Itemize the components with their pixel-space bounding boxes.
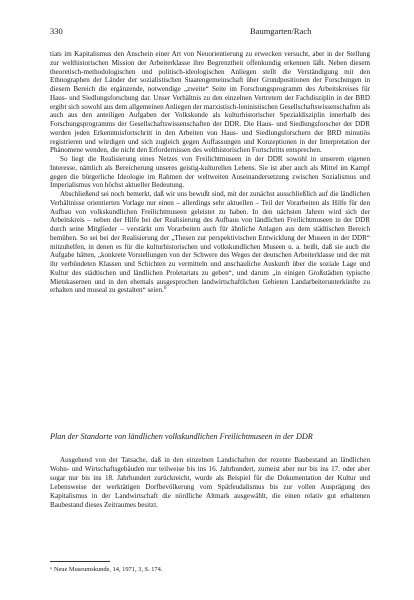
section-paragraph: Ausgehend von der Tatsache, daß in den einzelnen Landschaften der rezente Baubestand an ländlichen Wohn- und Wirtschaftsgebäuden nur teilweise bis ins 16. Jahrhundert, zumeist aber nur bis ins 17. oder aber sogar nur bis ins 18. Jahrhundert zurückreicht, wurde als Beispiel für die Dokumentation der Kultur und Lebensweise der werktätigen Dorfbevölkerung vom Spätfeudalismus bis zur vollen Ausprägung des Kapitalismus in der Landwirtschaft die nördliche Altmark ausgewählt, die einen relativ gut erhaltenen Baubestand dieses Zeitraumes besitzt. (50, 456, 370, 509)
section-text (50, 456, 370, 510)
page-header (50, 26, 370, 38)
footnote-reference: 6 (163, 286, 167, 292)
body-paragraph-3 (50, 190, 370, 295)
body-paragraph-1: tiats im Kapitalismus den Anschein einer Art von Neuorientierung zu erwecken versucht, aber in der Stellung zur welthistorischen Mission der Arbeiterklasse ihre Begrenztheit offenkundig erkennen läßt. Neben diesem theoretisch-methodologischen und politisch-ideologischen Anliegen stellt die Verständigung mit den Ethnographen der Länder der sozialistischen Staatengemeinschaft über Grundpositionen der Forschungen in diesem Bereich die ergänzende, notwendige „zweite“ Seite im Forschungsprogramm des Arbeitskreises für Haus- und Siedlungsforschung dar. Unser Verhältnis zu den einzelnen Vertretern der Fachdisziplin in der BRD ergibt sich sowohl aus dem allgemeinen Anliegen der marxistisch-leninistischen Gesellschaftswissenschaften als auch aus den anteiligen Aufgaben der Volkskunde als kulturhistorischer Spezialdisziplin innerhalb des Forschungsprogramms der Gesellschaftswissenschaften der DDR. Die Haus- und Siedlungsforscher der DDR werden jeden Erkenntnisfortschritt in den Arbeiten von Haus- und Siedlungsforschern der BRD minutiös registrieren und würdigen und sich zugleich gegen Auffassungen und Konzeptionen in der Interpretation der Phänomene wenden, die nicht den Erfordernissen des welthistorischen Fortschritts entsprechen. (50, 50, 370, 155)
body-paragraph-2: So liegt die Realisierung eines Netzes von Freilichtmuseen in der DDR sowohl in unserem eigenen Interesse, nämlich als Bereicherung unseres geistig-kulturellen Lebens. Sie ist aber auch als Mittel im Kampf gegen die bürgerliche Ideologie im Rahmen der weltweiten Auseinandersetzung zwischen Sozialismus und Imperialismus von höchst aktueller Bedeutung. (50, 155, 370, 190)
footnote-divider (50, 561, 110, 562)
body-text (50, 50, 370, 295)
section-heading: Plan der Standorte von ländlichen volkskundlichen Freilichtmuseen in der DDR (50, 432, 313, 441)
running-head: Baumgarten/Rach (250, 26, 312, 36)
page-number: 330 (50, 26, 63, 36)
body-paragraph-3-text: Abschließend sei noch bemerkt, daß wir uns bewußt sind, mit der zunächst ausschließlich auf die ländlichen Verhältnisse orientierten Vorlage nur einen – allerdings sehr aktuellen – Teil der Vorarbeiten als Hilfe für den Aufbau von volkskundlichen Freilichtmuseen geleistet zu haben. In den nächsten Jahren wird sich der Arbeitskreis – neben der Hilfe bei der Realisierung des Aufbaus von ländlichen Freilichtmuseen in der DDR durch seine Mitglieder – verstärkt um Vorarbeiten auch für ähnliche Anlagen aus dem städtischen Bereich bemühen. So sei bei der Realisierung der „Thesen zur perspektivischen Entwicklung der Museen in der DDR“ mitzuhelfen, in denen es für die kulturhistorischen und volkskundlichen Museen u. a. heißt, daß sie auch die Aufgabe hätten, „konkrete Vorstellungen von der Schwere des Weges der deutschen Arbeiterklasse und der mit ihr verbündeten Klassen und Schichten zu vermitteln und anschauliche Auskunft über die soziale Lage und Kultur des städtischen und ländlichen Proletariats zu geben“, und darum „in einigen Großstädten typische Mietskasernen und in den ehemals ausgesprochen landwirtschaftlichen Gebieten Landarbeiterunterkünfte zu erhalten und museal zu gestalten“ seien. (50, 190, 370, 295)
footnote: ⁶ Neue Museumskunde, 14, 1971, 3, S. 174. (50, 566, 163, 573)
